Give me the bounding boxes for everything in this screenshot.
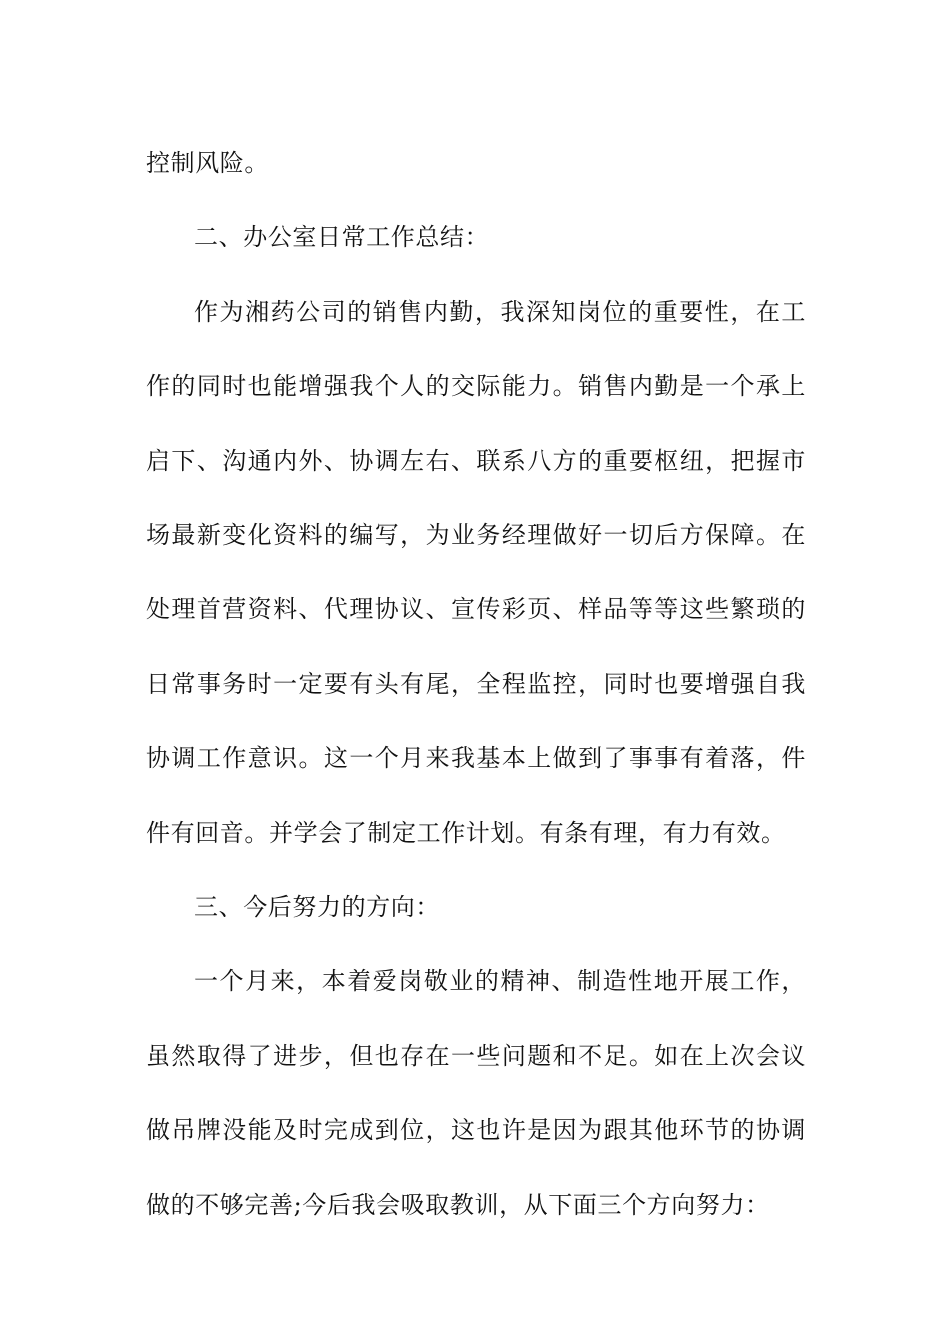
document-body (146, 126, 806, 1242)
section-heading-office-work: 二、办公室日常工作总结： (194, 223, 490, 252)
paragraph-continuation: 控制风险。 (146, 149, 269, 177)
section-heading-future-direction: 三、今后努力的方向： (194, 893, 440, 922)
paragraph-future-direction: 一个月来，本着爱岗敬业的精神、制造性地开展工作，虽然取得了进步，但也存在一些问题和不足。如在上次会议做吊牌没能及时完成到位，这也许是因为跟其他环节的协调做的不够完善;今后我会吸取教训，从下面三个方向努力： (146, 967, 806, 1219)
paragraph-office-work-summary: 作为湘药公司的销售内勤，我深知岗位的重要性，在工作的同时也能增强我个人的交际能力。销售内勤是一个承上启下、沟通内外、协调左右、联系八方的重要枢纽，把握市场最新变化资料的编写，为业务经理做好一切后方保障。在处理首营资料、代理协议、宣传彩页、样品等等这些繁琐的日常事务时一定要有头有尾，全程监控，同时也要增强自我协调工作意识。这一个月来我基本上做到了事事有着落，件件有回音。并学会了制定工作计划。有条有理，有力有效。 (146, 297, 806, 847)
